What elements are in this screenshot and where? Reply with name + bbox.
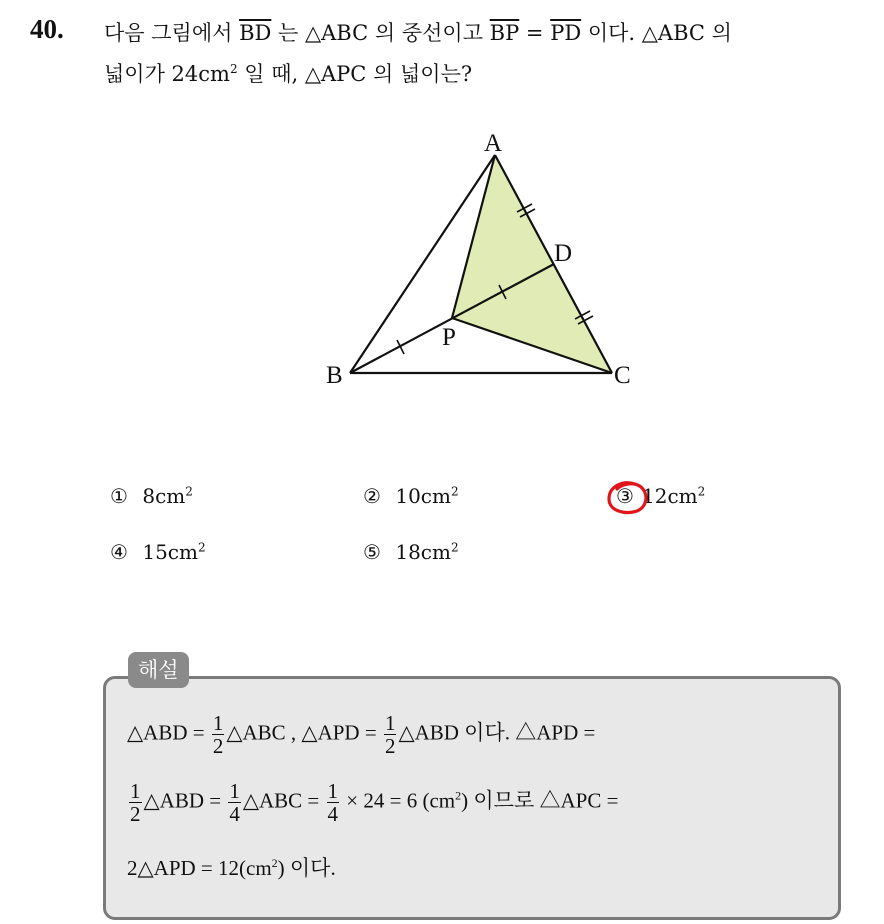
solution-line-3 <box>127 852 336 882</box>
choice-number: ④ <box>110 540 128 564</box>
choice-value: 15cm <box>142 540 198 564</box>
segment-bp: $\overline{BP}$ <box>489 21 520 45</box>
fraction-quarter <box>327 780 340 825</box>
superscript: 2 <box>271 856 278 870</box>
answer-circle-mark <box>605 478 651 518</box>
superscript: 2 <box>697 484 706 499</box>
solution-text: △ABD = <box>143 788 227 813</box>
choice-4[interactable] <box>110 540 206 564</box>
choice-value: 10cm <box>395 484 451 508</box>
question-text: 일 때, △APC 의 넓이는? <box>237 62 473 86</box>
point-label-d: D <box>554 240 573 267</box>
triangle-figure <box>300 120 660 400</box>
choice-number: ③ <box>616 484 634 508</box>
shaded-region-apc <box>452 155 612 373</box>
question-text: 이다. △ABC 의 <box>581 21 732 45</box>
question-line-1 <box>104 17 732 47</box>
choice-2[interactable] <box>363 484 459 508</box>
solution-tab-label: 해설 <box>128 652 189 688</box>
question-text: 넓이가 24cm <box>104 62 230 86</box>
fraction-denominator: 4 <box>327 802 339 827</box>
segment-pd: $\overline{PD}$ <box>550 21 582 45</box>
choice-number: ① <box>110 484 128 508</box>
solution-line-1 <box>127 712 595 757</box>
fraction-denominator: 2 <box>212 734 224 759</box>
vertex-label-b: B <box>326 362 343 389</box>
superscript: 2 <box>455 788 462 803</box>
fraction-denominator: 4 <box>229 802 240 827</box>
choice-value: 18cm <box>395 540 451 564</box>
fraction-quarter <box>228 780 241 825</box>
vertex-label-c: C <box>614 362 631 389</box>
fraction-numerator: 1 <box>327 779 339 803</box>
fraction-half <box>384 712 397 757</box>
solution-text: △ABD = <box>127 720 210 745</box>
question-line-2 <box>104 58 472 88</box>
superscript: 2 <box>450 484 459 499</box>
superscript: 2 <box>450 540 459 555</box>
fraction-half <box>129 780 142 825</box>
solution-text: △ABC = <box>242 788 325 813</box>
question-number: 40. <box>30 14 64 44</box>
choice-5[interactable] <box>363 540 459 564</box>
choice-1[interactable] <box>110 484 193 508</box>
solution-line-2 <box>127 780 618 825</box>
solution-text: × 24 = 6 (cm <box>341 788 456 813</box>
choice-number: ② <box>363 484 381 508</box>
segment-bd: $\overline{BD}$ <box>239 21 272 45</box>
choice-value: 12cm <box>642 484 698 508</box>
choice-value: 8cm <box>142 484 186 508</box>
fraction-denominator: 2 <box>130 802 141 827</box>
fraction-numerator: 1 <box>384 711 396 735</box>
vertex-label-a: A <box>484 130 503 157</box>
solution-text: ) 이다. <box>277 856 336 880</box>
solution-text: △ABC , △APD = <box>226 720 382 745</box>
fraction-numerator: 1 <box>229 779 240 803</box>
solution-text: ) 이므로 △APC = <box>461 788 619 813</box>
superscript: 2 <box>229 62 238 76</box>
superscript: 2 <box>197 540 206 555</box>
question-text: 는 △ABC 의 중선이고 <box>271 21 490 45</box>
fraction-denominator: 2 <box>384 734 396 759</box>
solution-text: 2△APD = 12(cm <box>127 856 272 880</box>
fraction-half <box>212 712 225 757</box>
equals-sign: = <box>519 21 551 45</box>
fraction-numerator: 1 <box>130 779 141 803</box>
fraction-numerator: 1 <box>212 711 224 735</box>
point-label-p: P <box>442 324 456 351</box>
question-text: 다음 그림에서 <box>104 21 240 45</box>
superscript: 2 <box>185 484 193 499</box>
choice-number: ⑤ <box>363 540 381 564</box>
solution-text: △ABD 이다. △APD = <box>398 720 596 745</box>
